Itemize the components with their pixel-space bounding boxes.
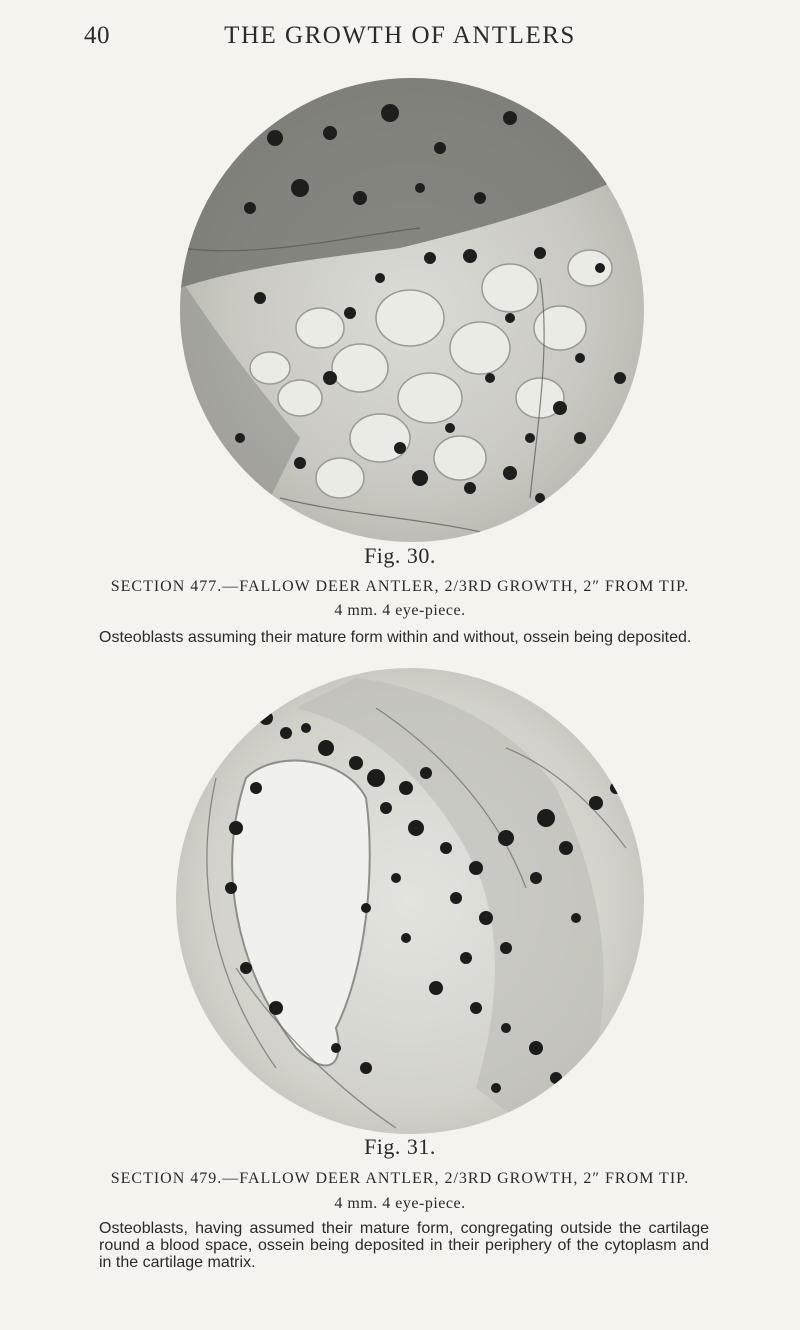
figure-label-30: Fig. 30. [364, 543, 436, 568]
figure-description-30: Osteoblasts assuming their mature form within and without, ossein being deposited. [99, 629, 692, 646]
figure-description-31: Osteoblasts, having assumed their mature form, congregating outside the cartilage round a blood space, ossein being deposited in their periphery of the cytoplasm and in the cartilage matrix. [99, 1220, 709, 1271]
page-header [0, 22, 800, 62]
magnification-31: 4 mm. 4 eye-piece. [334, 1195, 466, 1212]
micrograph-fig-31 [176, 668, 644, 1134]
page-number: 40 [84, 22, 110, 49]
section-caption-31: SECTION 479.—FALLOW DEER ANTLER, 2/3RD GROWTH, 2″ FROM TIP. [110, 1170, 690, 1187]
figure-label-31: Fig. 31. [364, 1134, 436, 1159]
section-caption-30: SECTION 477.—FALLOW DEER ANTLER, 2/3RD GROWTH, 2″ FROM TIP. [110, 578, 690, 595]
magnification-30: 4 mm. 4 eye-piece. [334, 602, 466, 619]
running-head: THE GROWTH OF ANTLERS [224, 22, 576, 49]
micrograph-fig-30 [180, 78, 644, 542]
